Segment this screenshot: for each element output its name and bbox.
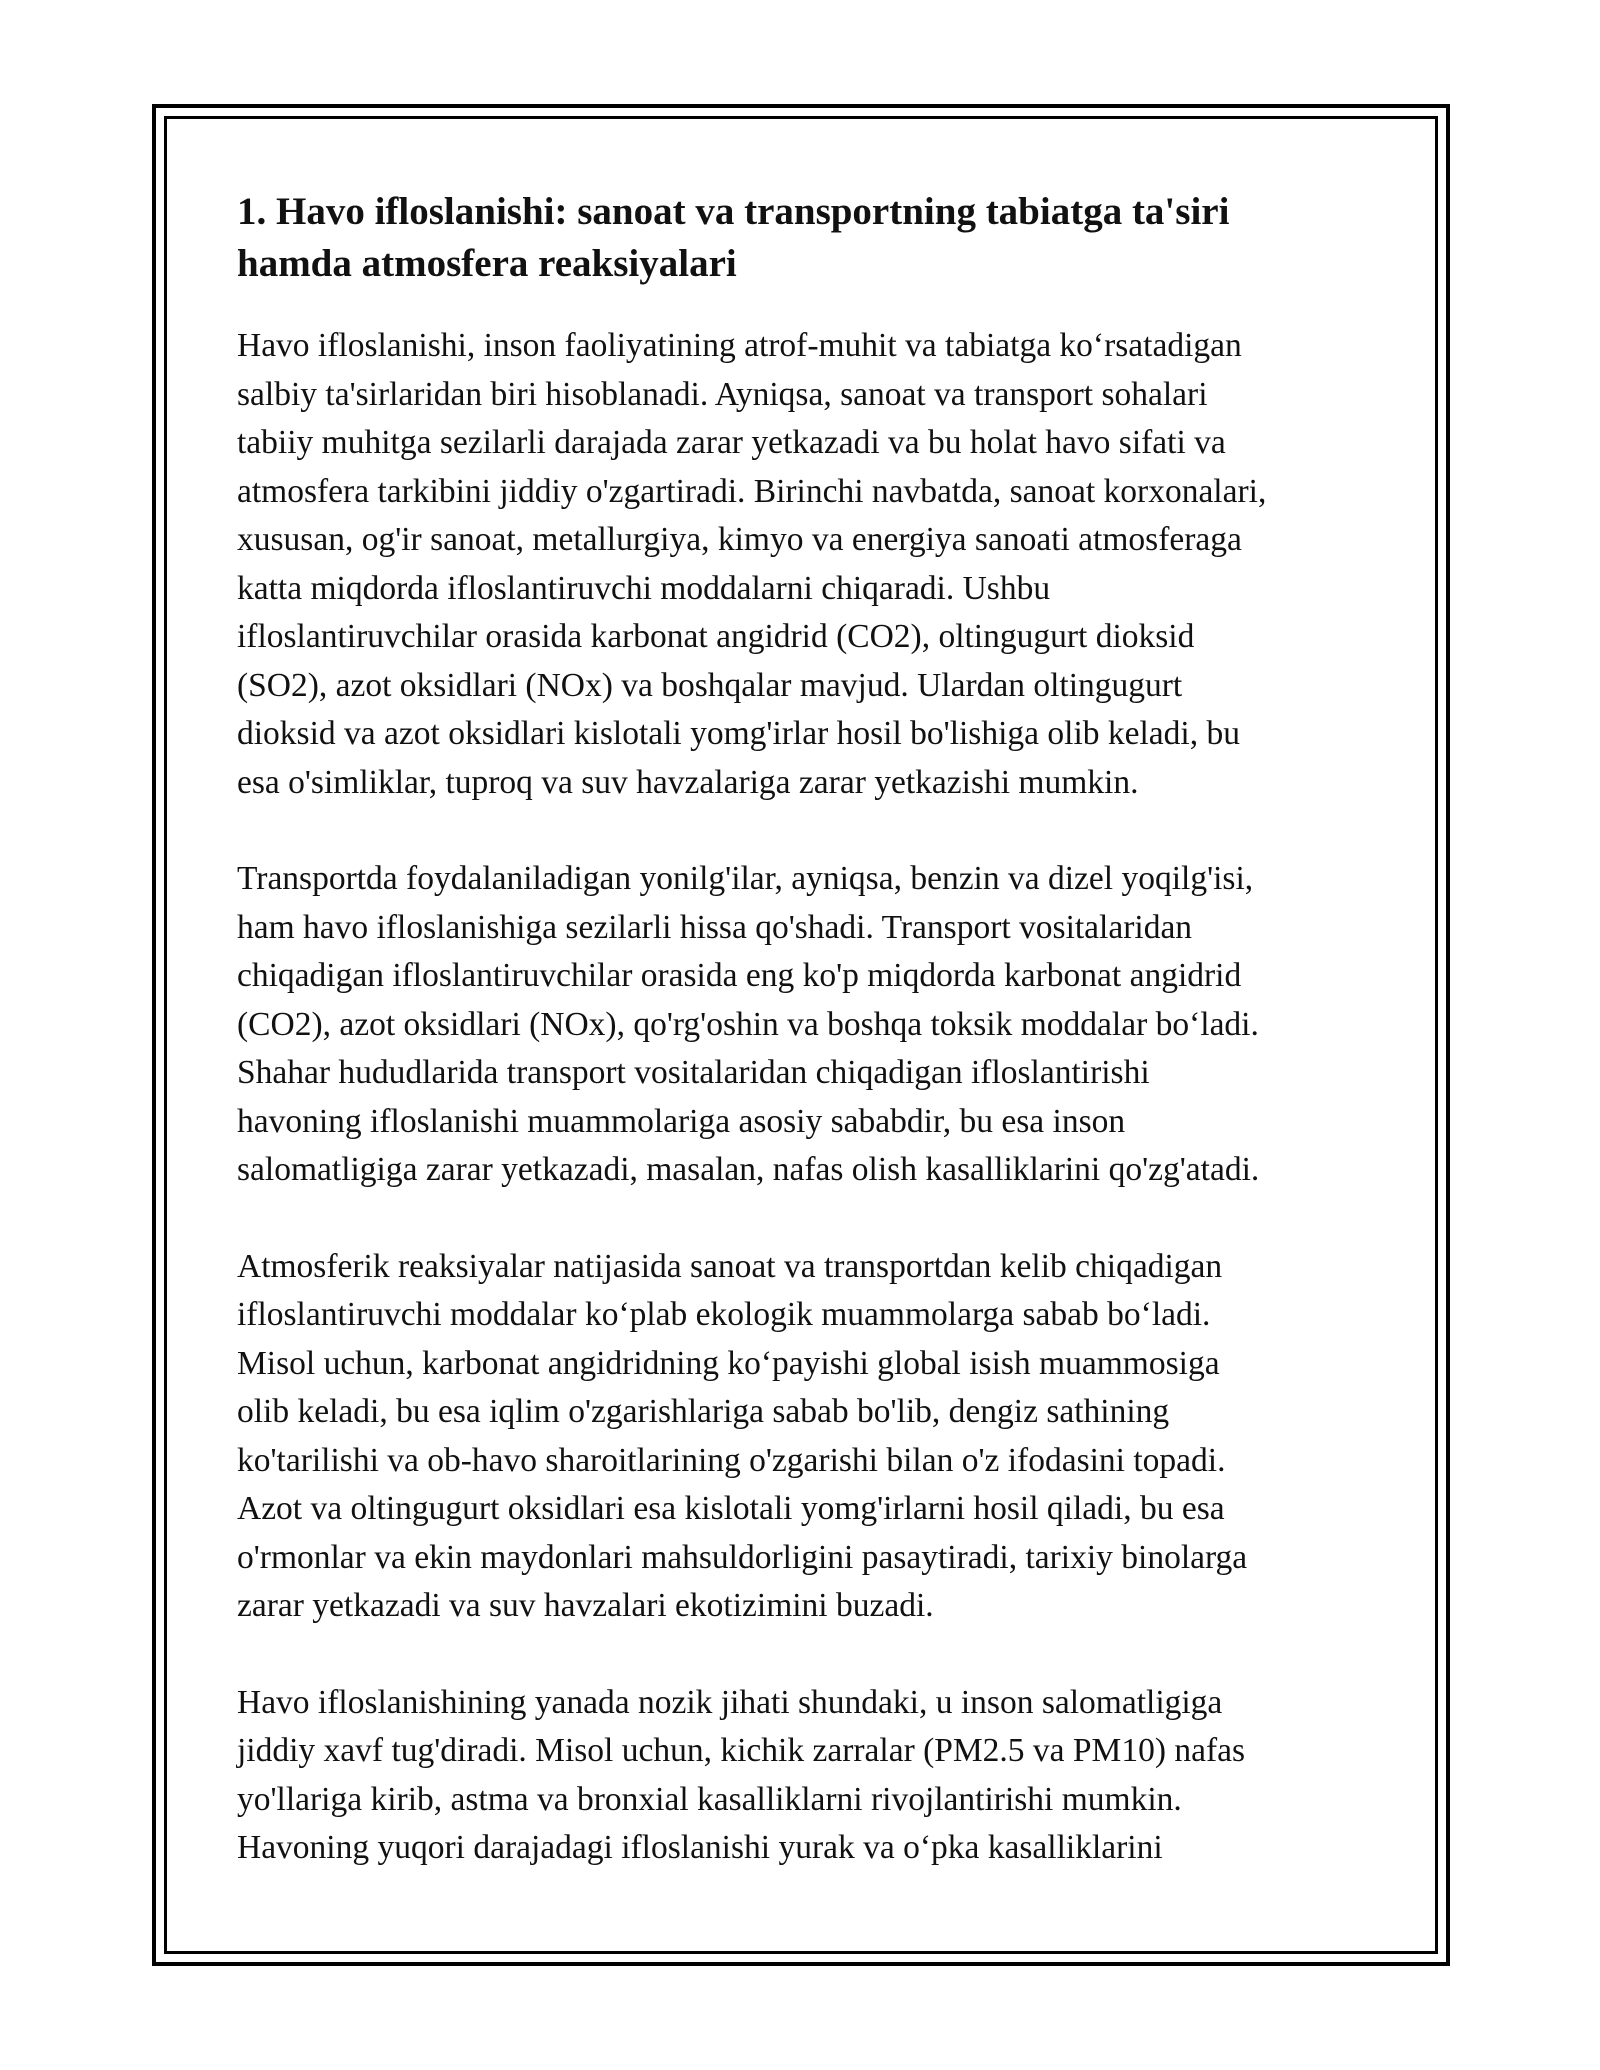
paragraphs bbox=[237, 322, 1377, 1873]
paragraph-line: salbiy ta'sirlaridan biri hisoblanadi. Ayniqsa, sanoat va transport sohalari bbox=[237, 375, 1208, 413]
paragraph-line: havoning ifloslanishi muammolariga asosiy sababdir, bu esa inson bbox=[237, 1102, 1126, 1140]
paragraph-line: jiddiy xavf tug'diradi. Misol uchun, kichik zarralar (PM2.5 va PM10) nafas bbox=[237, 1732, 1246, 1769]
paragraph-line: tabiiy muhitga sezilarli darajada zarar yetkazadi va bu holat havo sifati va bbox=[237, 424, 1226, 461]
paragraph-line: Shahar hududlarida transport vositalaridan chiqadigan ifloslantirishi bbox=[237, 1054, 1150, 1091]
section-heading bbox=[237, 186, 1377, 290]
document-body bbox=[237, 186, 1377, 1921]
paragraph-line: (CO2), azot oksidlari (NOx), qo'rg'oshin va boshqa toksik moddalar boʻladi. bbox=[237, 1005, 1259, 1043]
heading-line: hamda atmosfera reaksiyalari bbox=[237, 242, 737, 285]
paragraph-line: Atmosferik reaksiyalar natijasida sanoat va transportdan kelib chiqadigan bbox=[237, 1247, 1223, 1285]
paragraph-line: chiqadigan ifloslantiruvchilar orasida eng ko'p miqdorda karbonat angidrid bbox=[237, 957, 1242, 994]
paragraph-line: dioksid va azot oksidlari kislotali yomg'irlar hosil bo'lishiga olib keladi, bu bbox=[237, 715, 1240, 752]
paragraph-line: ifloslantiruvchi moddalar koʻplab ekologik muammolarga sabab boʻladi. bbox=[237, 1296, 1211, 1333]
paragraph-line: Havo ifloslanishining yanada nozik jihati shundaki, u inson salomatligiga bbox=[237, 1683, 1223, 1721]
paragraph bbox=[237, 322, 1377, 807]
paragraph-line: katta miqdorda ifloslantiruvchi moddalarni chiqaradi. Ushbu bbox=[237, 569, 1051, 607]
paragraph-line: Azot va oltingugurt oksidlari esa kislotali yomg'irlarni hosil qiladi, bu esa bbox=[237, 1490, 1225, 1527]
paragraph bbox=[237, 855, 1377, 1195]
paragraph-line: atmosfera tarkibini jiddiy o'zgartiradi. Birinchi navbatda, sanoat korxonalari, bbox=[237, 472, 1267, 510]
paragraph-line: zarar yetkazadi va suv havzalari ekotizimini buzadi. bbox=[237, 1587, 934, 1624]
paragraph-line: ko'tarilishi va ob-havo sharoitlarining o'zgarishi bilan o'z ifodasini topadi. bbox=[237, 1441, 1226, 1479]
paragraph-line: yo'llariga kirib, astma va bronxial kasalliklarni rivojlantirishi mumkin. bbox=[237, 1780, 1182, 1818]
paragraph-line: Havo ifloslanishi, inson faoliyatining atrof-muhit va tabiatga koʻrsatadigan bbox=[237, 327, 1242, 364]
paragraph-line: o'rmonlar va ekin maydonlari mahsuldorligini pasaytiradi, tarixiy binolarga bbox=[237, 1538, 1248, 1576]
paragraph-line: ifloslantiruvchilar orasida karbonat angidrid (CO2), oltingugurt dioksid bbox=[237, 618, 1195, 655]
paragraph-line: olib keladi, bu esa iqlim o'zgarishlariga sabab bo'lib, dengiz sathining bbox=[237, 1393, 1170, 1430]
paragraph-line: ham havo ifloslanishiga sezilarli hissa qo'shadi. Transport vositalaridan bbox=[237, 908, 1193, 946]
paragraph-line: Havoning yuqori darajadagi ifloslanishi yurak va oʻpka kasalliklarini bbox=[237, 1829, 1163, 1866]
paragraph-line: Transportda foydalaniladigan yonilg'ilar, ayniqsa, benzin va dizel yoqilg'isi, bbox=[237, 860, 1254, 897]
paragraph-line: (SO2), azot oksidlari (NOx) va boshqalar mavjud. Ulardan oltingugurt bbox=[237, 666, 1183, 704]
paragraph-line: salomatligiga zarar yetkazadi, masalan, nafas olish kasalliklarini qo'zg'atadi. bbox=[237, 1151, 1260, 1188]
paragraph bbox=[237, 1243, 1377, 1631]
paragraph-line: xususan, og'ir sanoat, metallurgiya, kimyo va energiya sanoati atmosferaga bbox=[237, 521, 1242, 558]
heading-line: 1. Havo ifloslanishi: sanoat va transportning tabiatga ta'siri bbox=[237, 190, 1230, 233]
paragraph-line: Misol uchun, karbonat angidridning koʻpayishi global isish muammosiga bbox=[237, 1344, 1220, 1382]
paragraph bbox=[237, 1679, 1377, 1873]
paragraph-line: esa o'simliklar, tuproq va suv havzalariga zarar yetkazishi mumkin. bbox=[237, 763, 1139, 801]
